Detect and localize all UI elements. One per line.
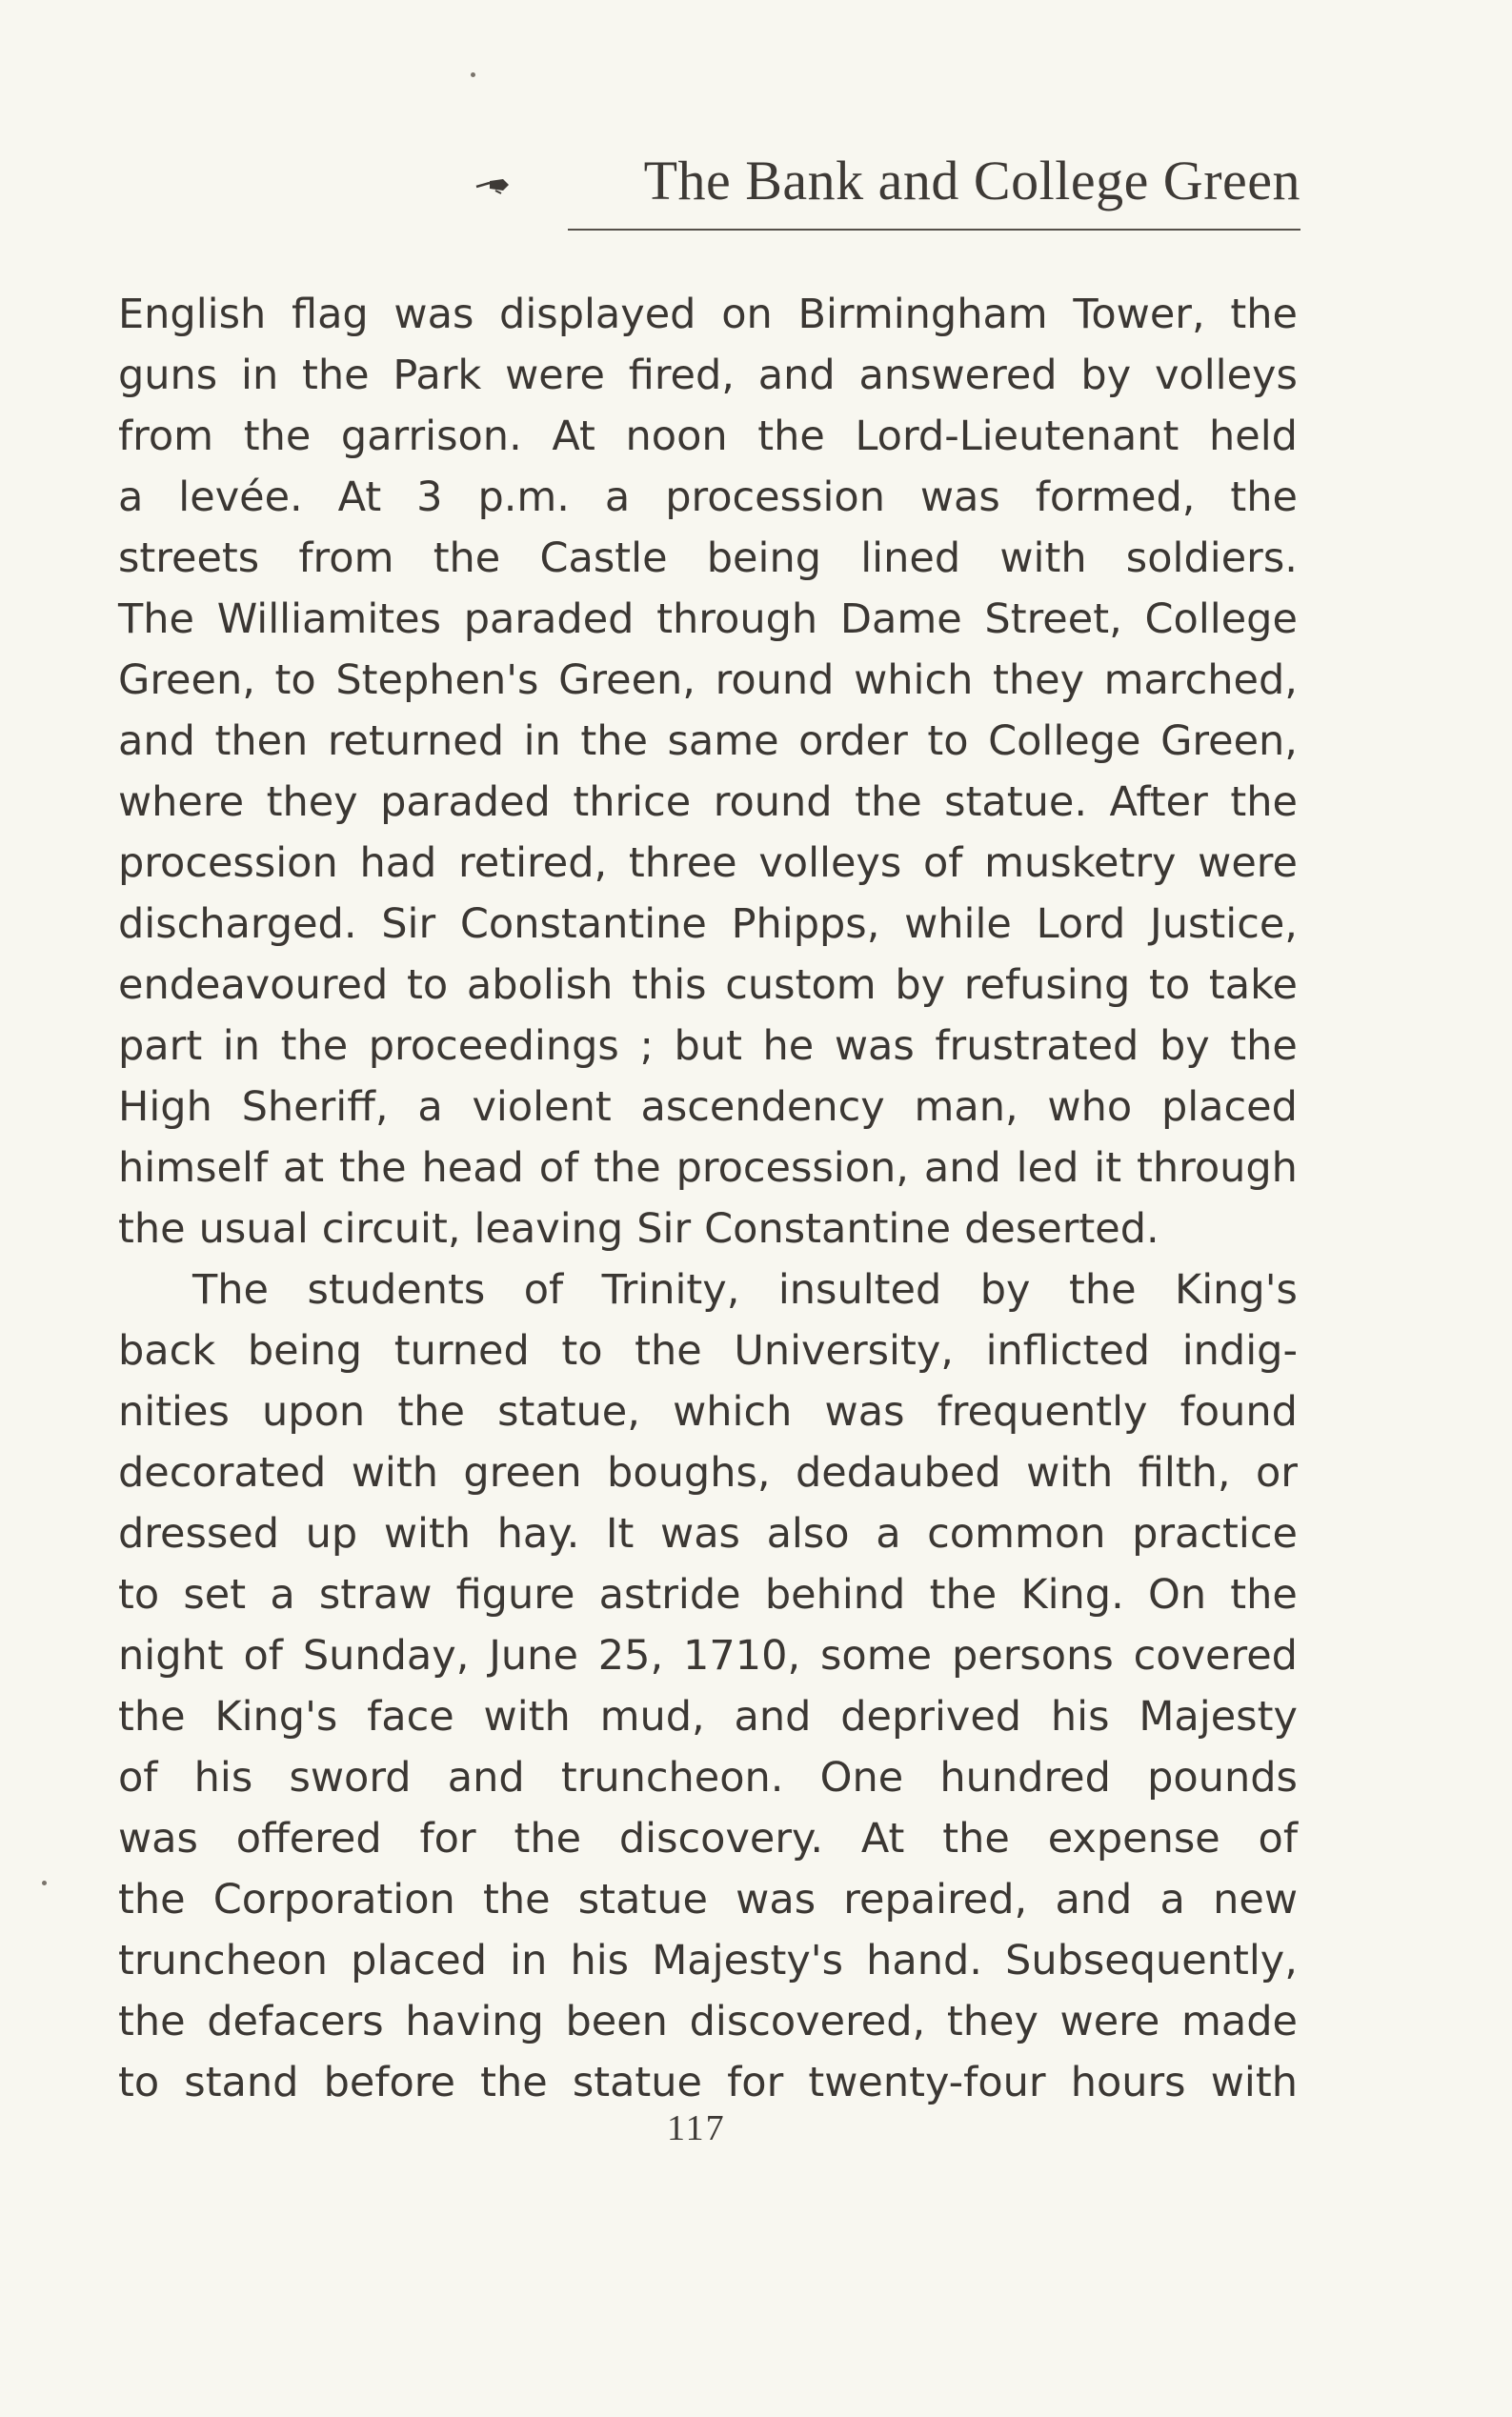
hand-ornament-icon (474, 175, 513, 194)
text-line: night of Sunday, June 25, 1710, some persons covered (118, 1632, 1298, 1680)
text-line: back being turned to the University, inflicted indig- (118, 1327, 1298, 1375)
text-line: truncheon placed in his Majesty's hand. Subsequently, (118, 1937, 1298, 1984)
text-line: to set a straw figure astride behind the King. On the (118, 1571, 1298, 1619)
text-line: decorated with green boughs, dedaubed with filth, or (118, 1449, 1298, 1497)
text-line: where they paraded thrice round the statue. After the (118, 778, 1298, 826)
paragraph (118, 284, 1298, 1259)
paragraph (118, 1259, 1298, 2113)
text-line: Green, to Stephen's Green, round which they marched, (118, 656, 1298, 704)
text-line: procession had retired, three volleys of musketry were (118, 839, 1298, 887)
text-line: endeavoured to abolish this custom by refusing to take (118, 961, 1298, 1009)
text-line: guns in the Park were fired, and answered by volleys (118, 352, 1298, 399)
text-line: The students of Trinity, insulted by the King's (192, 1266, 1298, 1314)
header-rule (568, 229, 1300, 231)
text-line: streets from the Castle being lined with soldiers. (118, 534, 1298, 582)
page-header (562, 143, 1300, 231)
text-line: part in the proceedings ; but he was frustrated by the (118, 1022, 1298, 1070)
body-text (118, 284, 1298, 2113)
ink-speck (471, 72, 475, 77)
text-line: The Williamites paraded through Dame Street, College (118, 595, 1298, 643)
text-line: from the garrison. At noon the Lord-Lieutenant held (118, 413, 1298, 460)
text-line: discharged. Sir Constantine Phipps, while Lord Justice, (118, 900, 1298, 948)
running-title: The Bank and College Green (643, 150, 1300, 211)
text-line: to stand before the statue for twenty-four hours with (118, 2059, 1298, 2106)
ink-speck (42, 1881, 47, 1885)
text-line: the defacers having been discovered, they were made (118, 1998, 1298, 2045)
page-number: 117 (667, 2108, 726, 2148)
text-line: nities upon the statue, which was frequently found (118, 1388, 1298, 1436)
text-line: a levée. At 3 p.m. a procession was formed, the (118, 473, 1298, 521)
text-line: the King's face with mud, and deprived his Majesty (118, 1693, 1298, 1741)
text-line: of his sword and truncheon. One hundred pounds (118, 1754, 1298, 1802)
text-line: dressed up with hay. It was also a common practice (118, 1510, 1298, 1558)
text-line: the Corporation the statue was repaired, and a new (118, 1876, 1298, 1924)
text-line: the usual circuit, leaving Sir Constantine deserted. (118, 1205, 1159, 1253)
text-line: himself at the head of the procession, and led it through (118, 1144, 1298, 1192)
text-line: English flag was displayed on Birmingham Tower, the (118, 291, 1298, 338)
text-line: High Sheriff, a violent ascendency man, who placed (118, 1083, 1298, 1131)
text-line: and then returned in the same order to College Green, (118, 717, 1298, 765)
text-line: was offered for the discovery. At the expense of (118, 1815, 1298, 1863)
